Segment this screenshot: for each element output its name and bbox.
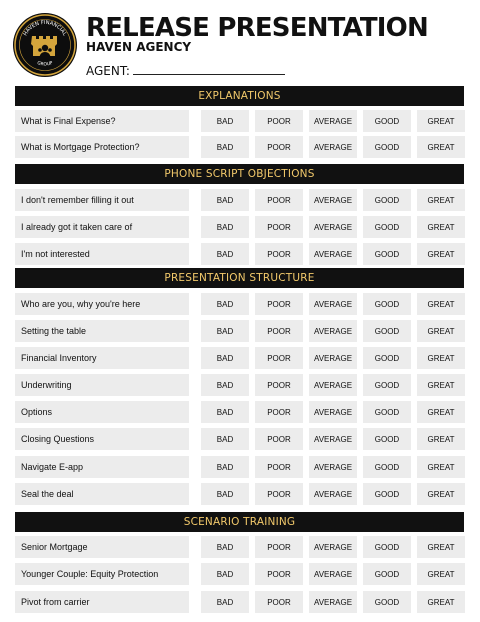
rating-average[interactable]: AVERAGE [309, 536, 357, 558]
row-label: I'm not interested [15, 243, 189, 265]
rating-great[interactable]: GREAT [417, 110, 465, 132]
row-label: Options [15, 401, 189, 423]
evaluation-row [15, 320, 464, 342]
rating-good[interactable]: GOOD [363, 428, 411, 450]
rating-poor[interactable]: POOR [255, 110, 303, 132]
rating-bad[interactable]: BAD [201, 347, 249, 369]
rating-average[interactable]: AVERAGE [309, 320, 357, 342]
rating-poor[interactable]: POOR [255, 243, 303, 265]
rating-good[interactable]: GOOD [363, 110, 411, 132]
row-label: Financial Inventory [15, 347, 189, 369]
rating-average[interactable]: AVERAGE [309, 243, 357, 265]
rating-bad[interactable]: BAD [201, 293, 249, 315]
evaluation-row [15, 293, 464, 315]
rating-great[interactable]: GREAT [417, 563, 465, 585]
rating-good[interactable]: GOOD [363, 374, 411, 396]
rating-good[interactable]: GOOD [363, 189, 411, 211]
row-label: Senior Mortgage [15, 536, 189, 558]
rating-average[interactable]: AVERAGE [309, 591, 357, 613]
rating-poor[interactable]: POOR [255, 136, 303, 158]
row-label: Navigate E-app [15, 456, 189, 478]
rating-bad[interactable]: BAD [201, 428, 249, 450]
rating-great[interactable]: GREAT [417, 293, 465, 315]
row-label: Younger Couple: Equity Protection [15, 563, 189, 585]
rating-average[interactable]: AVERAGE [309, 347, 357, 369]
row-label: Underwriting [15, 374, 189, 396]
rating-average[interactable]: AVERAGE [309, 428, 357, 450]
rating-good[interactable]: GOOD [363, 483, 411, 505]
rating-good[interactable]: GOOD [363, 563, 411, 585]
rating-good[interactable]: GOOD [363, 320, 411, 342]
evaluation-row [15, 428, 464, 450]
rating-bad[interactable]: BAD [201, 483, 249, 505]
evaluation-row [15, 216, 464, 238]
rating-average[interactable]: AVERAGE [309, 483, 357, 505]
rating-good[interactable]: GOOD [363, 136, 411, 158]
evaluation-row [15, 591, 464, 613]
rating-great[interactable]: GREAT [417, 243, 465, 265]
evaluation-row [15, 374, 464, 396]
rating-bad[interactable]: BAD [201, 243, 249, 265]
rating-great[interactable]: GREAT [417, 456, 465, 478]
rating-great[interactable]: GREAT [417, 374, 465, 396]
rating-great[interactable]: GREAT [417, 189, 465, 211]
row-label: Setting the table [15, 320, 189, 342]
rating-good[interactable]: GOOD [363, 293, 411, 315]
rating-great[interactable]: GREAT [417, 428, 465, 450]
rating-average[interactable]: AVERAGE [309, 401, 357, 423]
rating-bad[interactable]: BAD [201, 110, 249, 132]
rating-good[interactable]: GOOD [363, 401, 411, 423]
rating-good[interactable]: GOOD [363, 243, 411, 265]
rating-average[interactable]: AVERAGE [309, 110, 357, 132]
rating-good[interactable]: GOOD [363, 536, 411, 558]
page-title: RELEASE PRESENTATION [86, 13, 428, 43]
rating-great[interactable]: GREAT [417, 401, 465, 423]
rating-great[interactable]: GREAT [417, 536, 465, 558]
section-header-scenario-training: SCENARIO TRAINING [15, 512, 464, 532]
evaluation-row [15, 536, 464, 558]
row-label: I don't remember filling it out [15, 189, 189, 211]
rating-bad[interactable]: BAD [201, 189, 249, 211]
rating-average[interactable]: AVERAGE [309, 456, 357, 478]
agent-label: AGENT: [86, 64, 130, 78]
row-label: Who are you, why you're here [15, 293, 189, 315]
rating-poor[interactable]: POOR [255, 591, 303, 613]
rating-poor[interactable]: POOR [255, 320, 303, 342]
evaluation-row [15, 189, 464, 211]
rating-bad[interactable]: BAD [201, 320, 249, 342]
rating-poor[interactable]: POOR [255, 293, 303, 315]
section-header-explanations: EXPLANATIONS [15, 86, 464, 106]
row-label: Seal the deal [15, 483, 189, 505]
rating-poor[interactable]: POOR [255, 483, 303, 505]
section-header-phone-script-objections: PHONE SCRIPT OBJECTIONS [15, 164, 464, 184]
evaluation-row [15, 136, 464, 158]
rating-great[interactable]: GREAT [417, 136, 465, 158]
evaluation-row [15, 401, 464, 423]
rating-average[interactable]: AVERAGE [309, 293, 357, 315]
rating-poor[interactable]: POOR [255, 456, 303, 478]
evaluation-row [15, 456, 464, 478]
rating-bad[interactable]: BAD [201, 216, 249, 238]
agent-name-line[interactable] [133, 65, 285, 75]
row-label: What is Mortgage Protection? [15, 136, 189, 158]
rating-bad[interactable]: BAD [201, 536, 249, 558]
section-header-presentation-structure: PRESENTATION STRUCTURE [15, 268, 464, 288]
row-label: Closing Questions [15, 428, 189, 450]
rating-bad[interactable]: BAD [201, 563, 249, 585]
rating-bad[interactable]: BAD [201, 136, 249, 158]
agency-name: HAVEN AGENCY [86, 40, 192, 54]
rating-poor[interactable]: POOR [255, 347, 303, 369]
rating-bad[interactable]: BAD [201, 374, 249, 396]
rating-average[interactable]: AVERAGE [309, 374, 357, 396]
rating-poor[interactable]: POOR [255, 428, 303, 450]
haven-financial-logo [12, 12, 78, 78]
rating-good[interactable]: GOOD [363, 347, 411, 369]
rating-great[interactable]: GREAT [417, 483, 465, 505]
evaluation-row [15, 347, 464, 369]
rating-good[interactable]: GOOD [363, 216, 411, 238]
rating-great[interactable]: GREAT [417, 591, 465, 613]
rating-great[interactable]: GREAT [417, 320, 465, 342]
evaluation-row [15, 563, 464, 585]
row-label: I already got it taken care of [15, 216, 189, 238]
rating-great[interactable]: GREAT [417, 347, 465, 369]
rating-bad[interactable]: BAD [201, 401, 249, 423]
evaluation-row [15, 110, 464, 132]
rating-bad[interactable]: BAD [201, 591, 249, 613]
rating-poor[interactable]: POOR [255, 189, 303, 211]
rating-poor[interactable]: POOR [255, 563, 303, 585]
castle-icon [31, 36, 57, 58]
rating-average[interactable]: AVERAGE [309, 136, 357, 158]
rating-average[interactable]: AVERAGE [309, 563, 357, 585]
evaluation-row [15, 243, 464, 265]
row-label: What is Final Expense? [15, 110, 189, 132]
logo-text-bottom: GROUP [36, 61, 54, 68]
rating-poor[interactable]: POOR [255, 216, 303, 238]
row-label: Pivot from carrier [15, 591, 189, 613]
rating-great[interactable]: GREAT [417, 216, 465, 238]
rating-poor[interactable]: POOR [255, 374, 303, 396]
rating-bad[interactable]: BAD [201, 456, 249, 478]
logo-text-top: HAVEN FINANCIAL [22, 19, 68, 37]
rating-poor[interactable]: POOR [255, 536, 303, 558]
rating-average[interactable]: AVERAGE [309, 189, 357, 211]
agent-field [86, 64, 285, 78]
rating-good[interactable]: GOOD [363, 591, 411, 613]
evaluation-row [15, 483, 464, 505]
rating-poor[interactable]: POOR [255, 401, 303, 423]
rating-good[interactable]: GOOD [363, 456, 411, 478]
rating-average[interactable]: AVERAGE [309, 216, 357, 238]
